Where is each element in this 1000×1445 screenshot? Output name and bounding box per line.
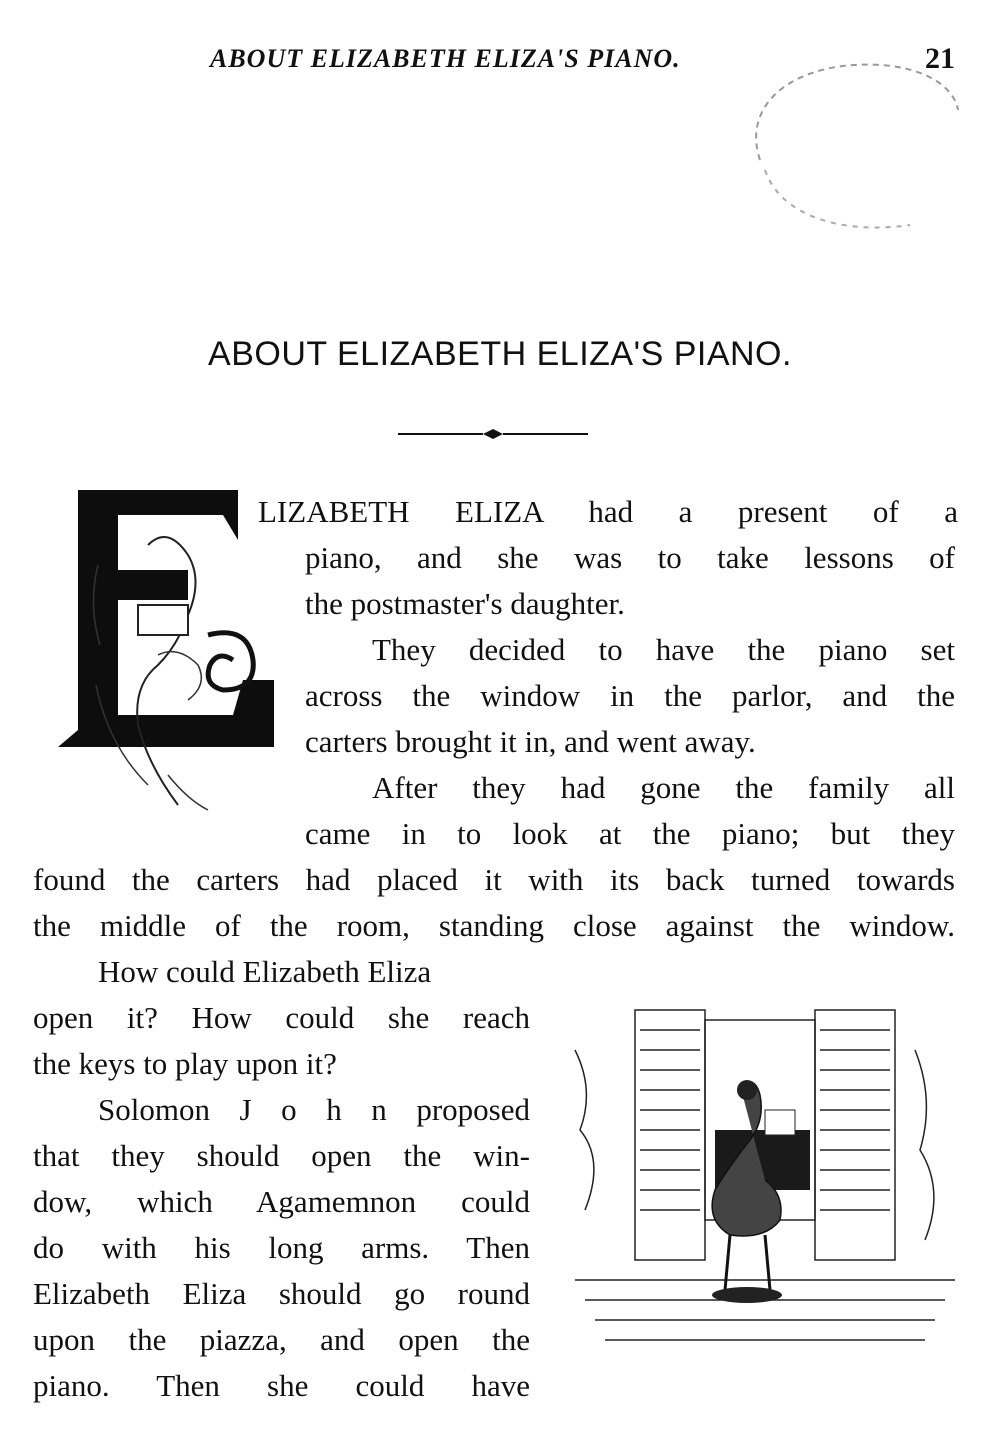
chapter-title: ABOUT ELIZABETH ELIZA'S PIANO. — [208, 335, 792, 373]
text-line: piano. Then she could have — [33, 1368, 530, 1403]
text-line: came in to look at the piano; but they — [305, 816, 955, 851]
text-line: the keys to play upon it? — [33, 1046, 337, 1081]
illustrated-dropcap-e — [38, 485, 274, 815]
text-line: They decided to have the piano set — [372, 632, 955, 667]
text-line: LIZABETH ELIZA had a present of a — [258, 494, 958, 529]
page-number: 21 — [925, 42, 955, 75]
text-line: After they had gone the family all — [372, 770, 955, 805]
library-stamp — [720, 40, 960, 240]
text-line: the middle of the room, standing close against the window. — [33, 908, 955, 943]
text-line: carters brought it in, and went away. — [305, 724, 756, 759]
text-line: do with his long arms. Then — [33, 1230, 530, 1265]
text-line: piano, and she was to take lessons of — [305, 540, 955, 575]
text-line: upon the piazza, and open the — [33, 1322, 530, 1357]
piano-window-illustration — [565, 990, 965, 1365]
running-head: ABOUT ELIZABETH ELIZA'S PIANO. — [210, 44, 681, 73]
title-ornament — [398, 424, 588, 444]
text-line: across the window in the parlor, and the — [305, 678, 955, 713]
text-line: open it? How could she reach — [33, 1000, 530, 1035]
text-line: Elizabeth Eliza should go round — [33, 1276, 530, 1311]
text-line: dow, which Agamemnon could — [33, 1184, 530, 1219]
text-line: that they should open the win- — [33, 1138, 530, 1173]
text-line: How could Elizabeth Eliza — [98, 954, 432, 989]
text-line: Solomon J o h n proposed — [98, 1092, 530, 1127]
text-line: the postmaster's daughter. — [305, 586, 625, 621]
text-line: found the carters had placed it with its back turned towards — [33, 862, 955, 897]
